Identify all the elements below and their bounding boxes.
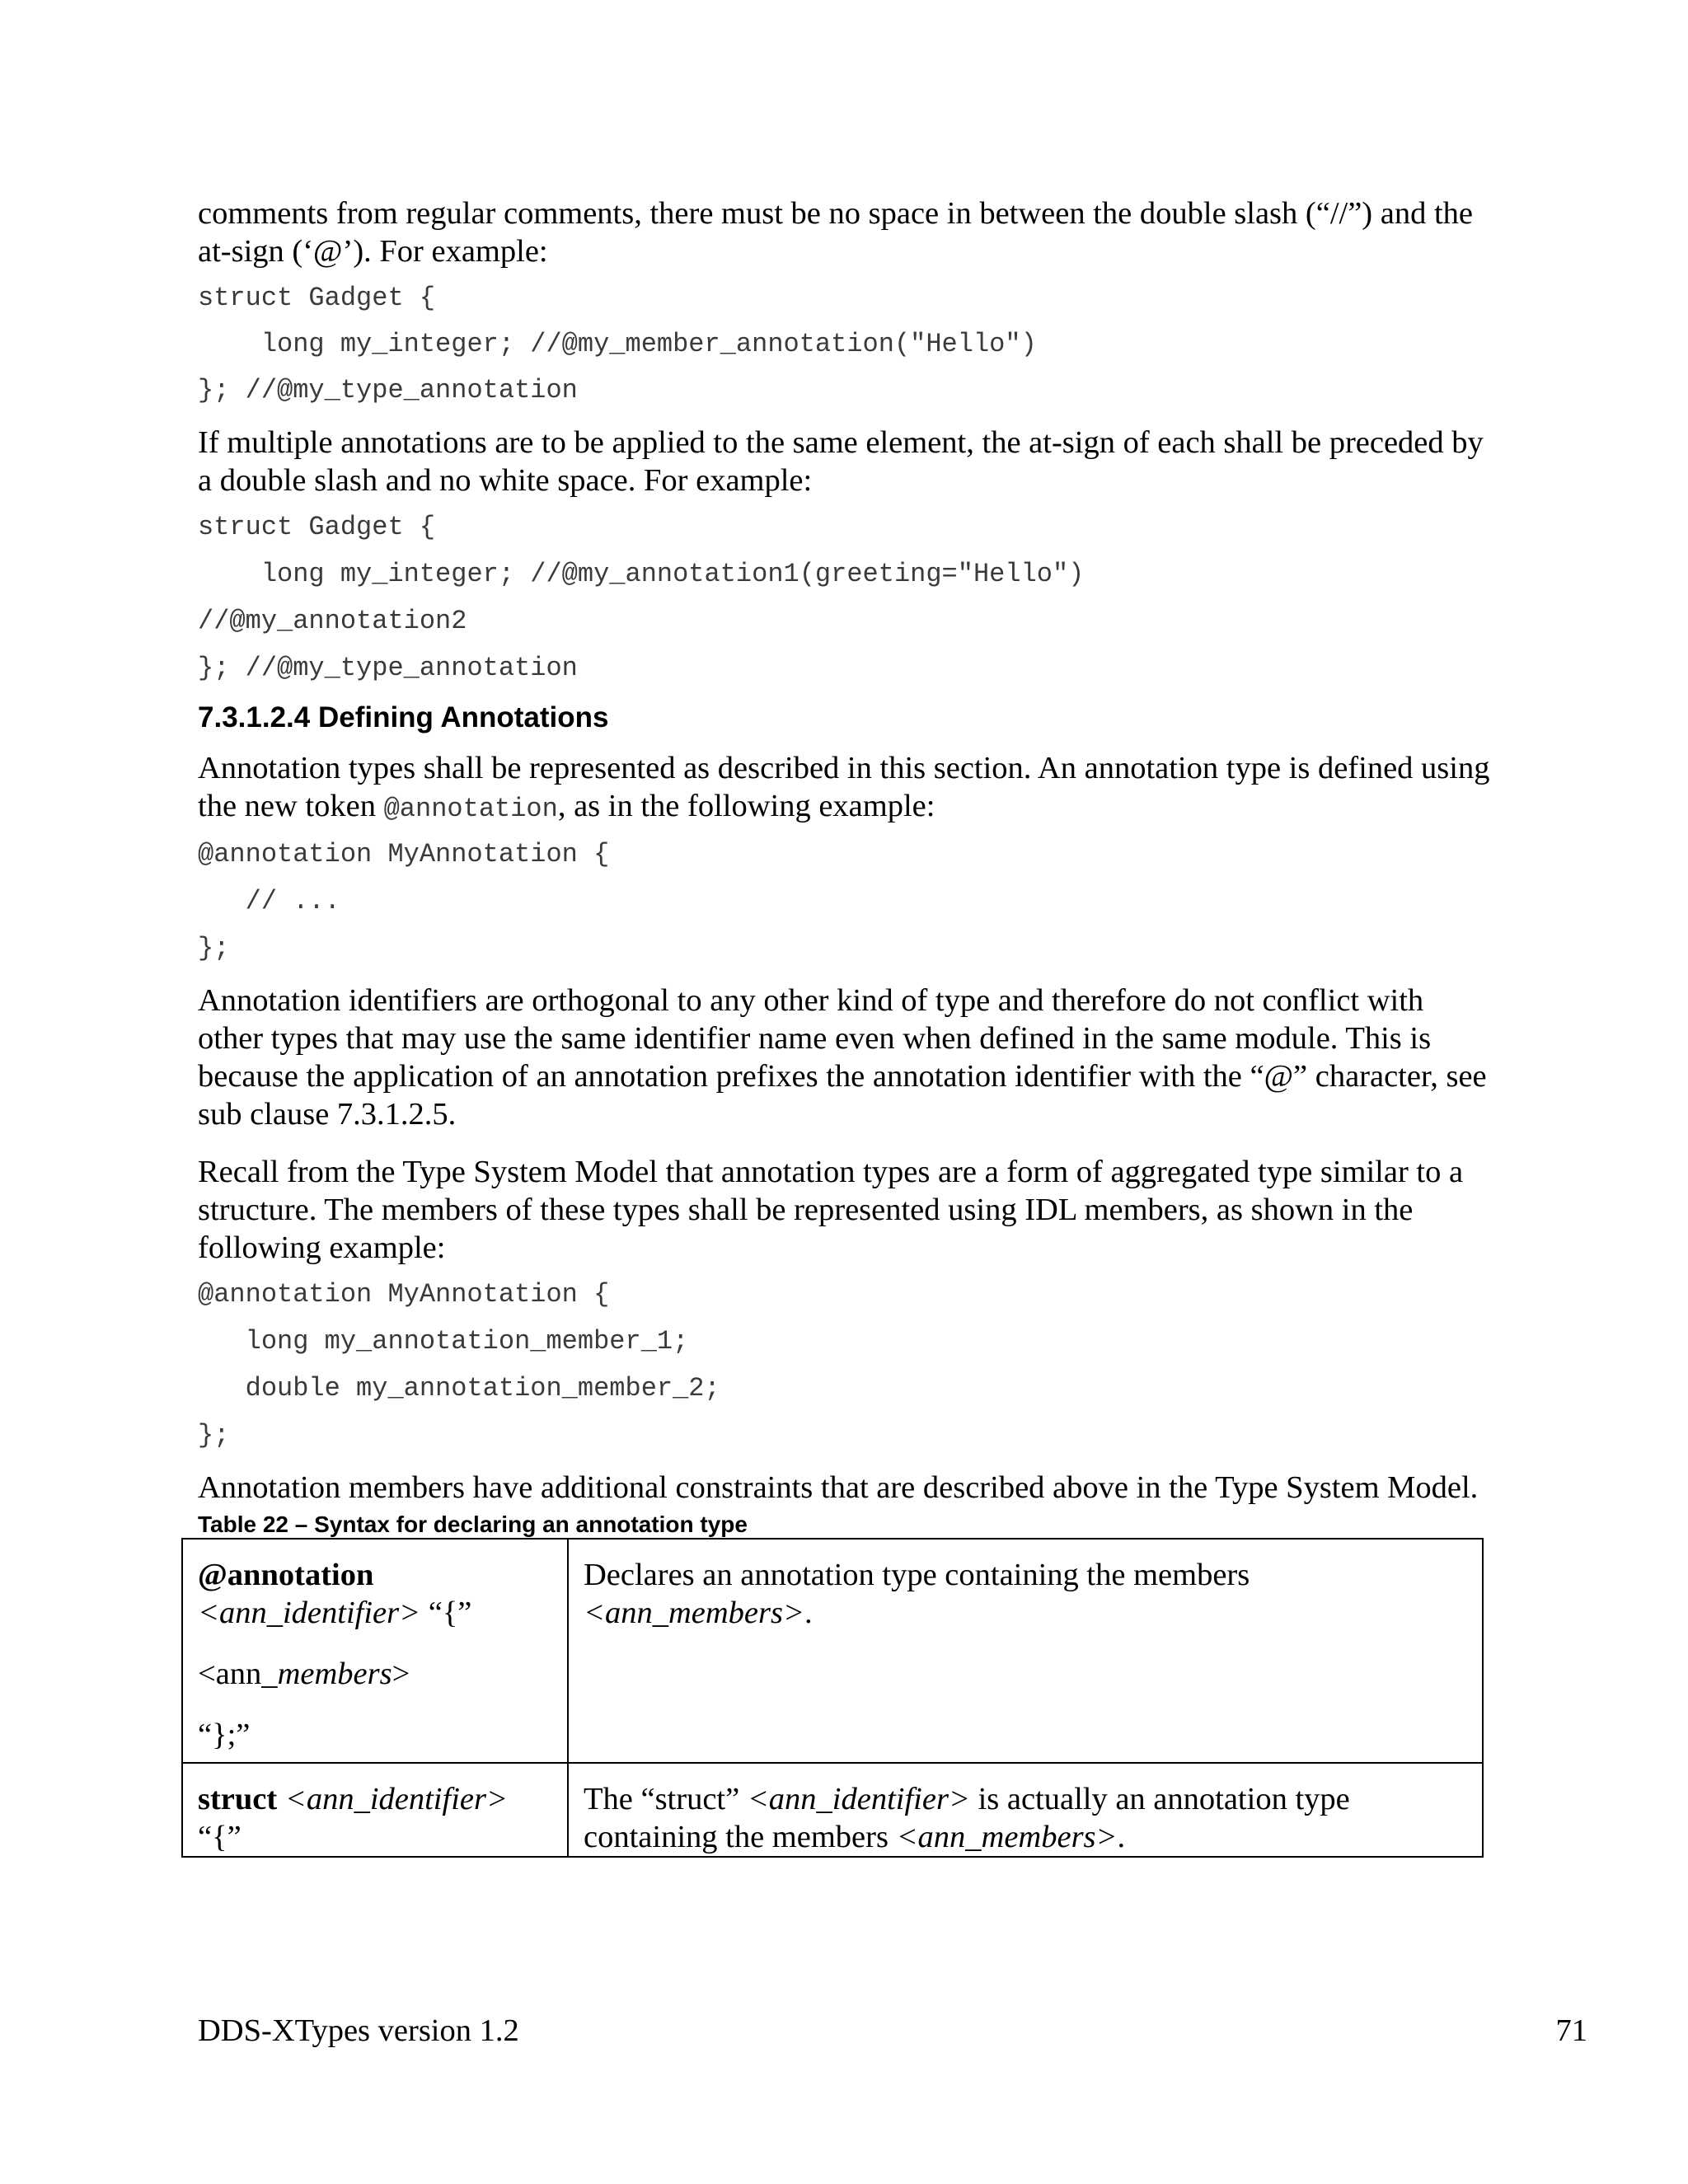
code-block-4 [198,1280,1492,1451]
code-line: long my_integer; //@my_member_annotation("Hello") [198,329,1037,359]
inline-code-token: @annotation [383,794,558,824]
code-line: double my_annotation_member_2; [198,1373,720,1404]
footer-document-title: DDS-XTypes version 1.2 [198,2013,519,2048]
code-line: @annotation MyAnnotation { [198,839,610,869]
paragraph-annotation-comments: comments from regular comments, there must be no space in between the double slash (“//”) and the at-sign (‘@’). For example: [198,196,1473,269]
code-line: //@my_annotation2 [198,606,467,636]
paragraph-type-system-recall: Recall from the Type System Model that annotation types are a form of aggregated type similar to a structure. The members of these types shall be represented using IDL members, as shown in the following example: [198,1155,1464,1265]
table-row [182,1763,1483,1857]
keyword-annotation: @annotation [198,1558,374,1592]
syntax-table [181,1538,1484,1858]
table-cell-description: The “struct” <ann_identifier> is actually an annotation type containing the members <ann_members>. [568,1763,1483,1857]
footer-page-number: 71 [1555,2013,1587,2048]
code-block-1 [198,284,1492,405]
paragraph-member-constraints: Annotation members have additional constraints that are described above in the Type System Model. [198,1470,1479,1505]
page-content [198,194,1492,1858]
table-caption: Table 22 – Syntax for declaring an annotation type [198,1511,748,1537]
table-cell-syntax: struct <ann_identifier> “{” [182,1763,568,1857]
code-block-3 [198,840,1492,963]
paragraph-orthogonal-identifiers: Annotation identifiers are orthogonal to any other kind of type and therefore do not conflict with other types that may use the same identifier name even when defined in the same module. This is because the application of an annotation prefixes the annotation identifier with the “@” character, see sub clause 7.3.1.2.5. [198,983,1487,1132]
code-block-2 [198,513,1492,683]
table-cell-syntax: @annotation <ann_identifier> “{” <ann_members> “};” [182,1539,568,1763]
paragraph-multiple-annotations: If multiple annotations are to be applied to the same element, the at-sign of each shall be preceded by a double slash and no white space. For example: [198,425,1484,498]
section-heading: 7.3.1.2.4 Defining Annotations [198,701,609,733]
code-line: }; [198,933,230,963]
code-line: long my_integer; //@my_annotation1(greeting="Hello") [198,559,1085,589]
code-line: @annotation MyAnnotation { [198,1279,610,1310]
code-line: }; [198,1420,230,1451]
code-line: }; //@my_type_annotation [198,375,578,405]
keyword-struct: struct [198,1782,278,1816]
code-line: }; //@my_type_annotation [198,653,578,683]
code-line: struct Gadget { [198,283,436,313]
code-line: struct Gadget { [198,512,436,542]
code-line: long my_annotation_member_1; [198,1326,689,1357]
paragraph-annotation-types: Annotation types shall be represented as described in this section. An annotation type is defined using the new token @annotation, as in the following example: [198,751,1490,824]
code-line: // ... [198,886,340,916]
table-cell-description: Declares an annotation type containing the members <ann_members>. [568,1539,1483,1763]
table-row [182,1539,1483,1763]
